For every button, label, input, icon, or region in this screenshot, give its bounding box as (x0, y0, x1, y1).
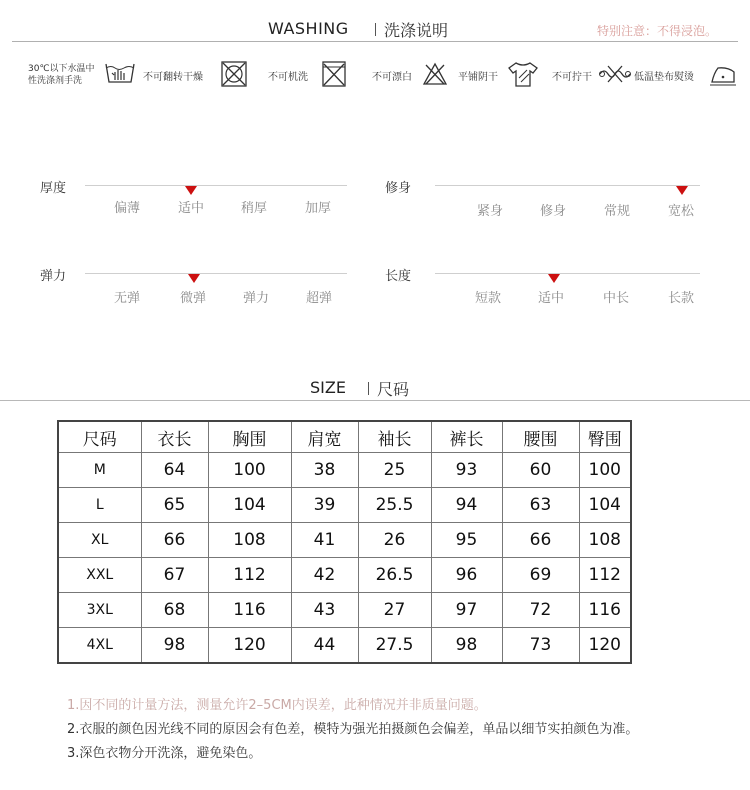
table-cell: 65 (141, 488, 208, 523)
table-cell: 27 (358, 593, 431, 628)
table-cell: 108 (208, 523, 291, 558)
divider-line (12, 41, 738, 42)
note-item: 3.深色衣物分开洗涤，避免染色。 (67, 746, 262, 761)
param-option: 稍厚 (241, 201, 268, 216)
hand-wash-30-icon (103, 60, 137, 86)
table-cell: 27.5 (358, 628, 431, 664)
washing-notice: 特别注意：不得浸泡。 (597, 24, 718, 38)
table-cell: 68 (141, 593, 208, 628)
low-iron-icon (708, 64, 738, 86)
table-row (58, 523, 631, 558)
table-header-cell: 裤长 (431, 421, 502, 453)
size-name-cell: 4XL (58, 628, 141, 664)
size-name-cell: M (58, 453, 141, 488)
care-label-no-bleach: 不可漂白 (372, 72, 412, 83)
selected-marker (548, 274, 560, 283)
table-header-cell: 胸围 (208, 421, 291, 453)
param-option: 适中 (178, 201, 205, 216)
divider-line (0, 400, 750, 401)
table-cell: 112 (208, 558, 291, 593)
table-cell: 116 (208, 593, 291, 628)
table-cell: 41 (291, 523, 358, 558)
size-title-en: SIZE (310, 378, 346, 397)
washing-title-en: WASHING (268, 19, 349, 38)
param-length (375, 258, 750, 308)
care-label-no-tumble: 不可翻转干燥 (143, 72, 203, 83)
care-label-line1: 30℃以下水温中 (28, 64, 95, 74)
table-cell: 112 (579, 558, 631, 593)
param-label: 修身 (385, 181, 412, 196)
table-cell: 100 (208, 453, 291, 488)
param-scale-line (85, 273, 347, 274)
param-scale-line (435, 273, 700, 274)
param-option: 常规 (604, 204, 631, 219)
table-header-row (58, 421, 631, 453)
size-name-cell: XL (58, 523, 141, 558)
table-header-cell: 袖长 (358, 421, 431, 453)
no-machine-wash-icon (320, 60, 348, 88)
size-name-cell: L (58, 488, 141, 523)
size-header (0, 376, 750, 398)
washing-title-cn: 洗涤说明 (384, 21, 449, 40)
param-option: 中长 (603, 291, 630, 306)
table-cell: 96 (431, 558, 502, 593)
table-cell: 60 (502, 453, 579, 488)
table-cell: 120 (208, 628, 291, 664)
care-label-handwash (28, 63, 95, 87)
size-name-cell: 3XL (58, 593, 141, 628)
param-option: 紧身 (477, 204, 504, 219)
table-cell: 26 (358, 523, 431, 558)
table-cell: 67 (141, 558, 208, 593)
param-option: 长款 (668, 291, 695, 306)
table-cell: 25.5 (358, 488, 431, 523)
no-bleach-icon (422, 62, 448, 86)
table-row (58, 593, 631, 628)
selected-marker (188, 274, 200, 283)
table-cell: 98 (431, 628, 502, 664)
param-fit (375, 170, 750, 220)
selected-marker (676, 186, 688, 195)
table-cell: 63 (502, 488, 579, 523)
table-row (58, 453, 631, 488)
table-cell: 72 (502, 593, 579, 628)
title-divider (375, 23, 376, 36)
table-cell: 108 (579, 523, 631, 558)
table-cell: 39 (291, 488, 358, 523)
table-cell: 38 (291, 453, 358, 488)
param-option: 短款 (475, 291, 502, 306)
table-row (58, 488, 631, 523)
table-cell: 64 (141, 453, 208, 488)
table-cell: 73 (502, 628, 579, 664)
param-label: 厚度 (40, 181, 67, 196)
table-cell: 42 (291, 558, 358, 593)
selected-marker (185, 186, 197, 195)
table-cell: 116 (579, 593, 631, 628)
size-table-body (58, 453, 631, 664)
table-cell: 93 (431, 453, 502, 488)
table-header-cell: 腰围 (502, 421, 579, 453)
table-header-cell: 衣长 (141, 421, 208, 453)
table-cell: 43 (291, 593, 358, 628)
notes (67, 694, 638, 766)
size-table (57, 420, 632, 664)
care-label-line2: 性洗涤剂手洗 (28, 76, 83, 86)
table-header-cell: 尺码 (58, 421, 141, 453)
table-cell: 66 (502, 523, 579, 558)
table-cell: 100 (579, 453, 631, 488)
param-label: 长度 (385, 269, 412, 284)
param-scale-line (85, 185, 347, 186)
param-thickness (0, 170, 375, 220)
care-label-no-machine: 不可机洗 (268, 72, 308, 83)
table-cell: 104 (208, 488, 291, 523)
table-cell: 94 (431, 488, 502, 523)
table-cell: 104 (579, 488, 631, 523)
param-option: 微弹 (180, 291, 207, 306)
care-label-low-iron: 低温垫布熨烫 (634, 72, 694, 83)
table-cell: 44 (291, 628, 358, 664)
washing-header (0, 18, 750, 40)
table-cell: 97 (431, 593, 502, 628)
param-option: 无弹 (114, 291, 141, 306)
no-wring-icon (598, 64, 632, 84)
param-option: 偏薄 (114, 201, 141, 216)
size-title-cn: 尺码 (377, 380, 410, 399)
table-cell: 98 (141, 628, 208, 664)
param-option: 加厚 (305, 201, 332, 216)
table-cell: 120 (579, 628, 631, 664)
flat-dry-icon (507, 60, 539, 88)
size-name-cell: XXL (58, 558, 141, 593)
param-option: 宽松 (668, 204, 695, 219)
table-cell: 25 (358, 453, 431, 488)
table-row (58, 628, 631, 664)
param-label: 弹力 (40, 269, 67, 284)
table-header-cell: 肩宽 (291, 421, 358, 453)
param-option: 弹力 (243, 291, 270, 306)
care-label-flat-dry: 平铺阴干 (458, 72, 498, 83)
param-option: 修身 (540, 204, 567, 219)
param-elasticity (0, 258, 375, 308)
care-label-no-wring: 不可拧干 (552, 72, 592, 83)
care-instructions (0, 58, 750, 98)
no-tumble-dry-icon (220, 60, 248, 88)
table-row (58, 558, 631, 593)
param-scale-line (435, 185, 700, 186)
table-cell: 26.5 (358, 558, 431, 593)
param-option: 适中 (538, 291, 565, 306)
note-item: 1.因不同的计量方法，测量允许2–5CM内误差，此种情况并非质量问题。 (67, 698, 487, 713)
table-cell: 66 (141, 523, 208, 558)
title-divider (368, 382, 369, 395)
table-cell: 95 (431, 523, 502, 558)
note-item: 2.衣服的颜色因光线不同的原因会有色差，模特为强光拍摄颜色会偏差，单品以细节实拍颜色为准。 (67, 722, 639, 737)
table-header-cell: 臀围 (579, 421, 631, 453)
table-cell: 69 (502, 558, 579, 593)
param-option: 超弹 (306, 291, 333, 306)
